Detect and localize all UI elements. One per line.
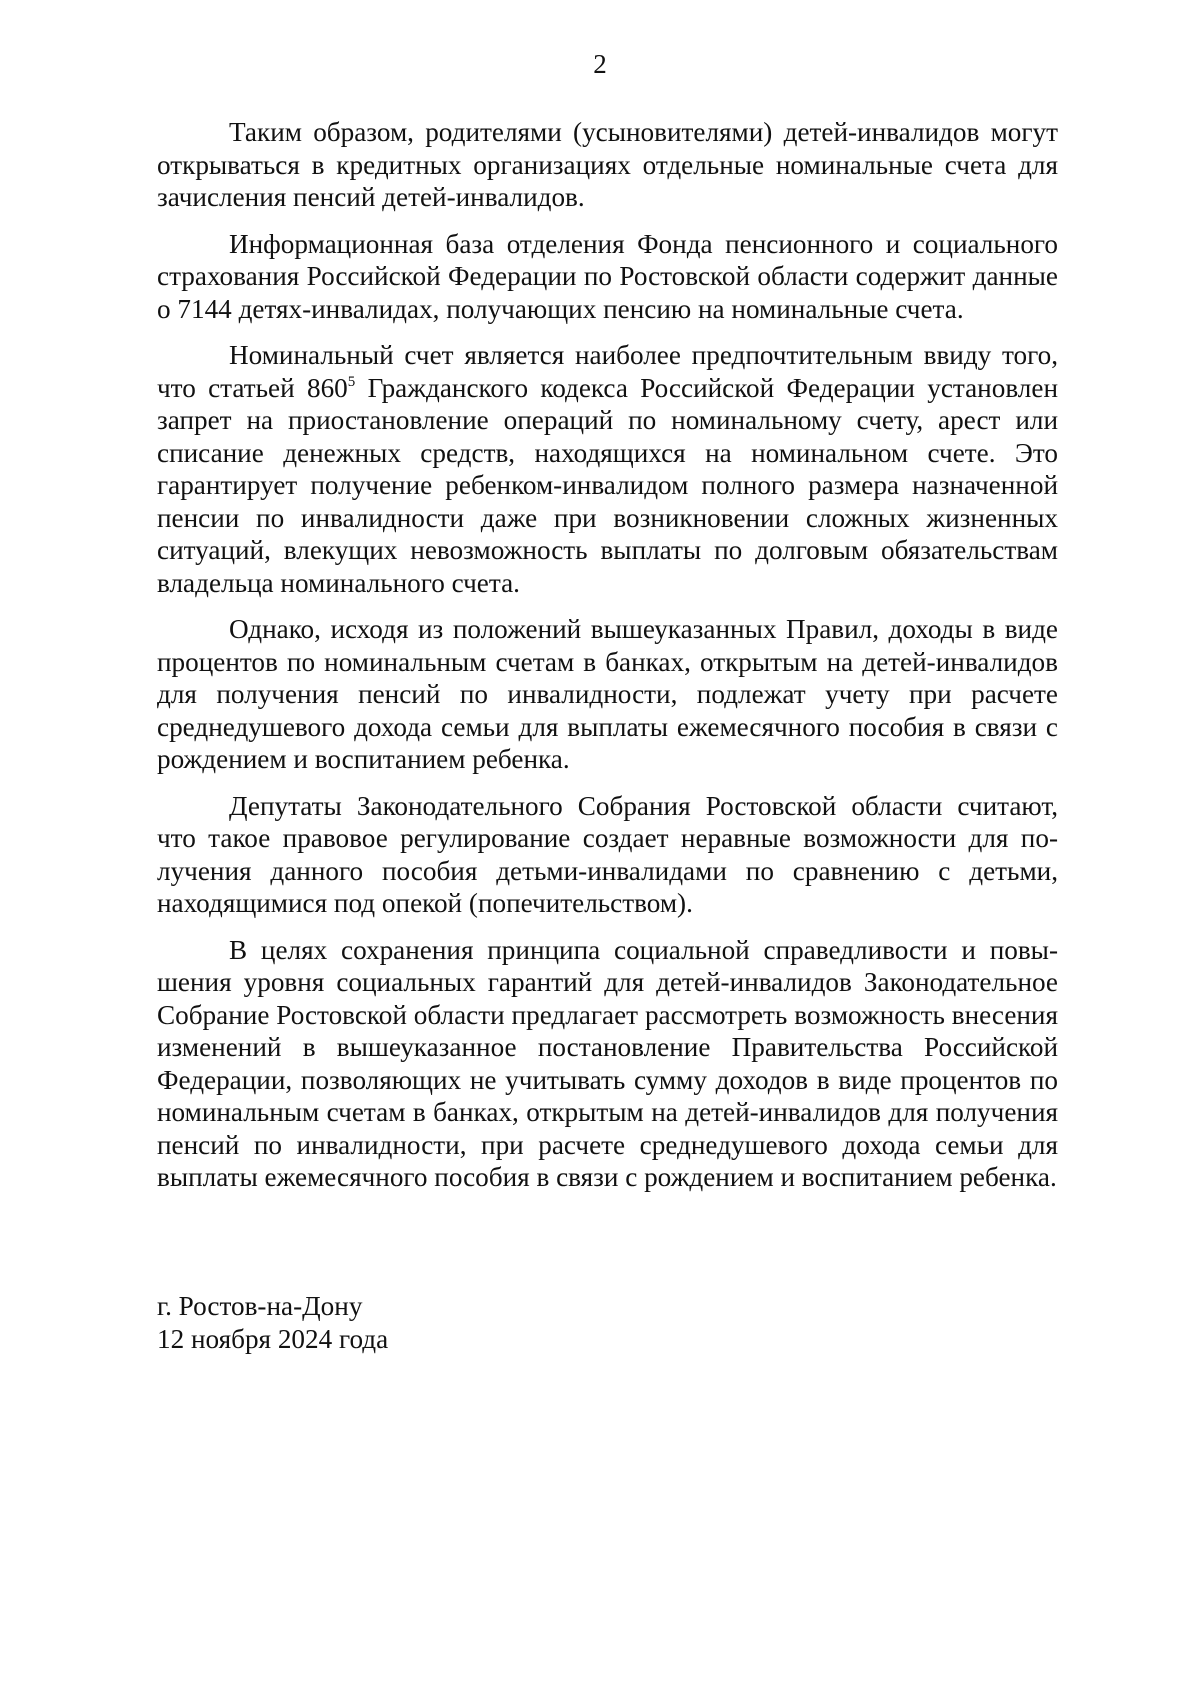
article-superscript: 5 (347, 373, 356, 390)
document-body (157, 116, 1058, 1208)
place-line: г. Ростов-на-Дону (157, 1291, 363, 1321)
nominal-text-after: Гражданского кодекса Российской Федерации установлен запрет на приостановление операций по номинальному счету, арест или списание денежных средств, находящихся на номинальном счете. Это гарантирует получение ребенком-инвалидом полного размера назначенной пенсии по инвалидности даже при возникновении сложных жизненных ситуаций, влекущих невозможность выплаты по долговым обязательствам владельца номинального счета. (157, 372, 1058, 598)
paragraph-deputies-opinion: Депутаты Законодательного Собрания Ростовской области считают, что такое правовое регулирование создает неравные возможности для получения данного пособия детьми-инвалидами по сравнению с детьми, находящимися под опекой (попечительством). (157, 790, 1058, 918)
paragraph-income-accounting: Однако, исходя из положений вышеуказанных Правил, доходы в виде процентов по номинальным счетам в банках, открытым на детей-инвалидов для получения пенсий по инвалидности, подлежат учету при расчете среднедушевого дохода семьи для выплаты ежемесячного пособия в связи с рождением и воспитанием ребенка. (157, 614, 1058, 774)
page-number: 2 (593, 49, 607, 79)
paragraph-nominal-accounts-opening: Таким образом, родителями (усыновителями) детей-инвалидов могут открываться в кредитных организациях отдельные номинальные счета для зачисления пенсий детей-инвалидов. (157, 117, 1058, 212)
paragraph-proposal: В целях сохранения принципа социальной справедливости и повышения уровня социальных гарантий для детей-инвалидов Законодательное Собрание Ростовской области предлагает рассмотреть возможность внесения изменений в вышеуказанное постановление Правительства Российской Федерации, позволяющих не учитывать сумму доходов в виде процентов по номинальным счетам в банках, открытым на детей-инвалидов для получения пенсий по инвалидности, при расчете среднедушевого дохода семьи для выплаты ежемесячного пособия в связи с рождением и воспитанием ребенка. (157, 934, 1058, 1192)
paragraph-information-base: Информационная база отделения Фонда пенсионного и социального страхования Российской Федерации по Ростовской области содержит данные о 7144 детях-инвалидах, получающих пенсию на номинальные счета. (157, 228, 1058, 324)
paragraph-nominal-account-benefits (157, 339, 1058, 599)
nominal-text-before: Номинальный счет является наиболее предпочтительным ввиду того, что статьей 860 (157, 340, 1058, 403)
date-line: 12 ноября 2024 года (157, 1323, 389, 1354)
document-footer (157, 1290, 757, 1355)
